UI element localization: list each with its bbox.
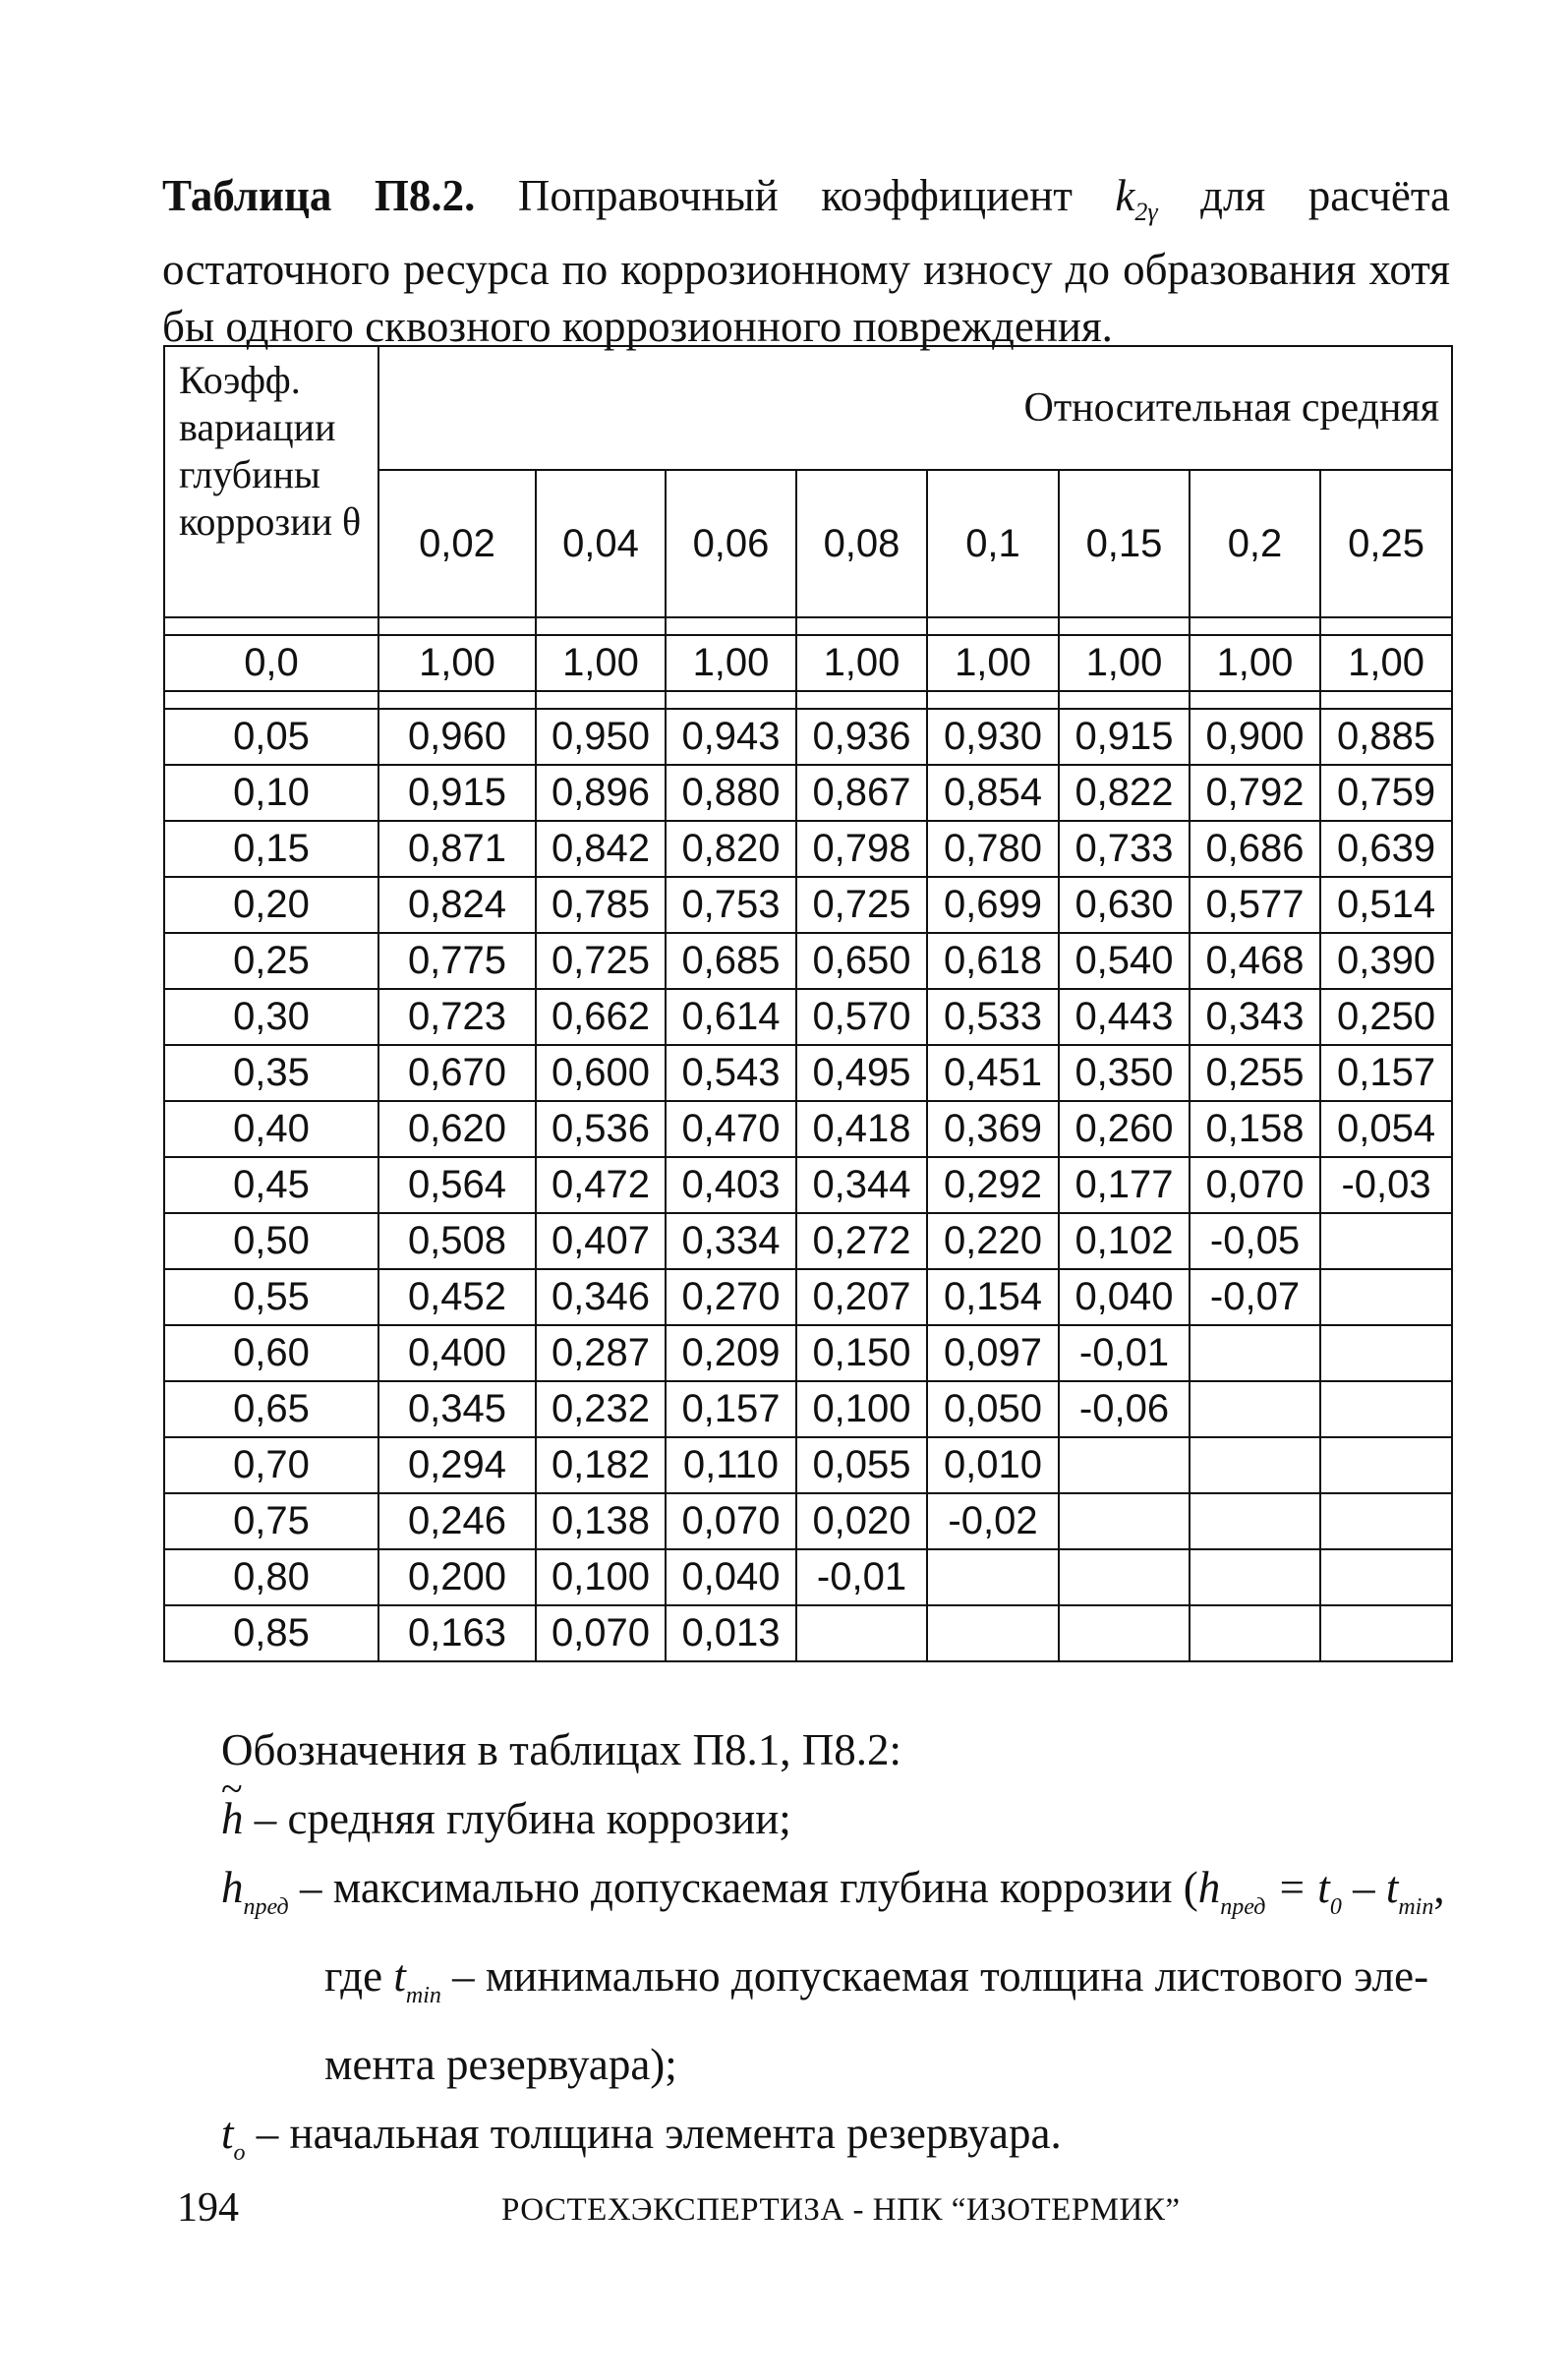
table-row: [164, 821, 1452, 877]
table-row: [164, 765, 1452, 821]
coefficient-subscript: 2γ: [1134, 198, 1158, 226]
value-cell: 0,345: [378, 1381, 536, 1437]
value-cell: 0,686: [1190, 821, 1320, 877]
value-cell: [1320, 1325, 1452, 1381]
value-cell: [1059, 1493, 1190, 1549]
value-cell: 0,543: [666, 1045, 796, 1101]
value-cell: 0,842: [536, 821, 666, 877]
value-cell: 0,733: [1059, 821, 1190, 877]
column-header: 0,15: [1059, 470, 1190, 617]
value-cell: 0,050: [927, 1381, 1059, 1437]
row-header-theta: Коэфф. вариации глубины коррозии θ: [164, 346, 378, 617]
value-cell: 0,536: [536, 1101, 666, 1157]
value-cell: [1059, 1437, 1190, 1493]
value-cell: 0,885: [1320, 709, 1452, 765]
value-cell: 0,418: [796, 1101, 927, 1157]
theta-cell: 0,80: [164, 1549, 378, 1605]
separator-cell: [666, 691, 796, 709]
value-cell: 0,915: [1059, 709, 1190, 765]
initial-thickness-text: – начальная толщина элемента резервуара.: [256, 2109, 1062, 2158]
separator-row: [164, 617, 1452, 635]
value-cell: 1,00: [666, 635, 796, 691]
theta-cell: 0,05: [164, 709, 378, 765]
theta-cell: 0,20: [164, 877, 378, 933]
value-cell: 0,792: [1190, 765, 1320, 821]
min-thickness-text: – минимально допускаемая толщина листового эле-: [452, 1951, 1429, 2001]
value-cell: 0,780: [927, 821, 1059, 877]
value-cell: 0,182: [536, 1437, 666, 1493]
value-cell: 0,896: [536, 765, 666, 821]
value-cell: 0,785: [536, 877, 666, 933]
value-cell: 0,177: [1059, 1157, 1190, 1213]
value-cell: [1320, 1549, 1452, 1605]
column-header: 0,04: [536, 470, 666, 617]
value-cell: [1190, 1549, 1320, 1605]
notation-min-thickness: [324, 1942, 1460, 2030]
value-cell: 0,699: [927, 877, 1059, 933]
value-cell: [927, 1605, 1059, 1661]
table-row: [164, 709, 1452, 765]
value-cell: [796, 1605, 927, 1661]
theta-cell: 0,35: [164, 1045, 378, 1101]
value-cell: -0,02: [927, 1493, 1059, 1549]
value-cell: 0,824: [378, 877, 536, 933]
value-cell: 0,110: [666, 1437, 796, 1493]
value-cell: 0,260: [1059, 1101, 1190, 1157]
value-cell: 0,292: [927, 1157, 1059, 1213]
value-cell: 0,685: [666, 933, 796, 989]
value-cell: [1320, 1605, 1452, 1661]
value-cell: 0,020: [796, 1493, 927, 1549]
value-cell: 0,255: [1190, 1045, 1320, 1101]
max-depth-text: – максимально допускаемая глубина коррозии (: [299, 1863, 1198, 1912]
value-cell: 0,400: [378, 1325, 536, 1381]
value-cell: 0,670: [378, 1045, 536, 1101]
value-cell: 0,620: [378, 1101, 536, 1157]
value-cell: 0,407: [536, 1213, 666, 1269]
value-cell: 0,070: [666, 1493, 796, 1549]
value-cell: 0,723: [378, 989, 536, 1045]
value-cell: 0,150: [796, 1325, 927, 1381]
theta-cell: 0,60: [164, 1325, 378, 1381]
value-cell: 1,00: [536, 635, 666, 691]
value-cell: 1,00: [796, 635, 927, 691]
value-cell: 0,346: [536, 1269, 666, 1325]
value-cell: 0,820: [666, 821, 796, 877]
value-cell: 0,495: [796, 1045, 927, 1101]
where-text: где: [324, 1951, 383, 2001]
value-cell: 0,822: [1059, 765, 1190, 821]
table-row: [164, 933, 1452, 989]
coefficient-symbol: k: [1115, 171, 1135, 220]
column-header: 0,06: [666, 470, 796, 617]
max-depth-symbol: h: [221, 1863, 244, 1912]
table-row: [164, 1493, 1452, 1549]
notation-mean-depth: [221, 1784, 1460, 1853]
value-cell: 0,662: [536, 989, 666, 1045]
value-cell: 1,00: [927, 635, 1059, 691]
table-row: [164, 1325, 1452, 1381]
value-cell: [1320, 1381, 1452, 1437]
value-cell: -0,07: [1190, 1269, 1320, 1325]
value-cell: 0,725: [536, 933, 666, 989]
value-cell: [1059, 1549, 1190, 1605]
value-cell: 0,097: [927, 1325, 1059, 1381]
value-cell: 0,570: [796, 989, 927, 1045]
value-cell: 0,943: [666, 709, 796, 765]
table-row: [164, 1157, 1452, 1213]
value-cell: 0,158: [1190, 1101, 1320, 1157]
value-cell: 0,390: [1320, 933, 1452, 989]
value-cell: -0,06: [1059, 1381, 1190, 1437]
group-header: Относительная средняя: [378, 346, 1452, 470]
value-cell: [1320, 1493, 1452, 1549]
value-cell: [1190, 1325, 1320, 1381]
column-header: 0,1: [927, 470, 1059, 617]
value-cell: 0,232: [536, 1381, 666, 1437]
separator-cell: [1059, 691, 1190, 709]
theta-cell: 0,45: [164, 1157, 378, 1213]
value-cell: 0,350: [1059, 1045, 1190, 1101]
value-cell: [1190, 1381, 1320, 1437]
formula-eq-t: = t: [1276, 1863, 1330, 1912]
value-cell: 0,960: [378, 709, 536, 765]
value-cell: 1,00: [1059, 635, 1190, 691]
separator-cell: [164, 617, 378, 635]
publisher-name: РОСТЕХЭКСПЕРТИЗА - НПК “ИЗОТЕРМИК”: [501, 2192, 1181, 2228]
separator-cell: [378, 617, 536, 635]
value-cell: 0,564: [378, 1157, 536, 1213]
value-cell: [1320, 1269, 1452, 1325]
max-depth-subscript: пред: [243, 1894, 289, 1920]
value-cell: 0,871: [378, 821, 536, 877]
separator-cell: [796, 691, 927, 709]
value-cell: 0,055: [796, 1437, 927, 1493]
theta-cell: 0,40: [164, 1101, 378, 1157]
value-cell: 1,00: [378, 635, 536, 691]
value-cell: 0,867: [796, 765, 927, 821]
separator-cell: [927, 617, 1059, 635]
column-header: 0,02: [378, 470, 536, 617]
value-cell: 0,443: [1059, 989, 1190, 1045]
value-cell: 0,100: [796, 1381, 927, 1437]
value-cell: 0,369: [927, 1101, 1059, 1157]
table-caption: [162, 167, 1450, 355]
theta-cell: 0,75: [164, 1493, 378, 1549]
value-cell: 0,950: [536, 709, 666, 765]
value-cell: 0,209: [666, 1325, 796, 1381]
table-row: [164, 1605, 1452, 1661]
value-cell: 0,270: [666, 1269, 796, 1325]
formula-t0-subscript: 0: [1329, 1894, 1342, 1920]
table-row: [164, 877, 1452, 933]
value-cell: [1320, 1437, 1452, 1493]
value-cell: 0,472: [536, 1157, 666, 1213]
value-cell: 0,054: [1320, 1101, 1452, 1157]
value-cell: 1,00: [1190, 635, 1320, 691]
value-cell: 0,540: [1059, 933, 1190, 989]
value-cell: 0,452: [378, 1269, 536, 1325]
mean-depth-symbol: ~ h: [221, 1784, 244, 1853]
column-header: 0,25: [1320, 470, 1452, 617]
value-cell: 0,630: [1059, 877, 1190, 933]
value-cell: 0,334: [666, 1213, 796, 1269]
table-row: [164, 1101, 1452, 1157]
mean-depth-text: – средняя глубина коррозии;: [254, 1794, 791, 1843]
value-cell: -0,05: [1190, 1213, 1320, 1269]
column-header: 0,08: [796, 470, 927, 617]
page-number: 194: [177, 2185, 239, 2231]
value-cell: 0,614: [666, 989, 796, 1045]
value-cell: 0,157: [1320, 1045, 1452, 1101]
value-cell: [927, 1549, 1059, 1605]
value-cell: 0,618: [927, 933, 1059, 989]
separator-cell: [536, 617, 666, 635]
column-header: 0,2: [1190, 470, 1320, 617]
table-row: [164, 635, 1452, 691]
value-cell: 0,468: [1190, 933, 1320, 989]
value-cell: 0,725: [796, 877, 927, 933]
value-cell: [1190, 1493, 1320, 1549]
value-cell: 0,013: [666, 1605, 796, 1661]
table-row: [164, 1213, 1452, 1269]
formula-h: h: [1197, 1863, 1221, 1912]
formula-tmin-subscript: min: [1398, 1894, 1434, 1920]
separator-cell: [927, 691, 1059, 709]
table-row: [164, 989, 1452, 1045]
value-cell: [1190, 1605, 1320, 1661]
value-cell: 0,163: [378, 1605, 536, 1661]
value-cell: -0,01: [1059, 1325, 1190, 1381]
value-cell: [1059, 1605, 1190, 1661]
notation-section: [221, 1715, 1460, 2187]
value-cell: 0,100: [536, 1549, 666, 1605]
notation-min-thickness-cont: мента резервуара);: [324, 2040, 677, 2089]
value-cell: 0,294: [378, 1437, 536, 1493]
value-cell: 0,930: [927, 709, 1059, 765]
min-thickness-symbol: t: [393, 1951, 406, 2001]
value-cell: 0,650: [796, 933, 927, 989]
value-cell: 0,200: [378, 1549, 536, 1605]
value-cell: 0,577: [1190, 877, 1320, 933]
value-cell: 0,900: [1190, 709, 1320, 765]
separator-cell: [1059, 617, 1190, 635]
separator-cell: [666, 617, 796, 635]
value-cell: 0,220: [927, 1213, 1059, 1269]
value-cell: 0,040: [666, 1549, 796, 1605]
value-cell: 1,00: [1320, 635, 1452, 691]
correction-coefficient-table: [163, 345, 1453, 1662]
value-cell: 0,102: [1059, 1213, 1190, 1269]
value-cell: 0,639: [1320, 821, 1452, 877]
separator-row: [164, 691, 1452, 709]
theta-cell: 0,0: [164, 635, 378, 691]
theta-cell: 0,70: [164, 1437, 378, 1493]
separator-cell: [378, 691, 536, 709]
formula-end: ,: [1433, 1863, 1445, 1912]
value-cell: 0,246: [378, 1493, 536, 1549]
theta-cell: 0,15: [164, 821, 378, 877]
value-cell: 0,343: [1190, 989, 1320, 1045]
value-cell: 0,798: [796, 821, 927, 877]
theta-cell: 0,10: [164, 765, 378, 821]
theta-cell: 0,85: [164, 1605, 378, 1661]
initial-thickness-subscript: o: [233, 2140, 246, 2166]
value-cell: 0,287: [536, 1325, 666, 1381]
value-cell: 0,508: [378, 1213, 536, 1269]
value-cell: 0,759: [1320, 765, 1452, 821]
value-cell: 0,470: [666, 1101, 796, 1157]
value-cell: 0,250: [1320, 989, 1452, 1045]
notation-heading: Обозначения в таблицах П8.1, П8.2:: [221, 1725, 901, 1774]
value-cell: 0,753: [666, 877, 796, 933]
value-cell: -0,03: [1320, 1157, 1452, 1213]
table-row: [164, 1269, 1452, 1325]
separator-cell: [536, 691, 666, 709]
separator-cell: [1190, 617, 1320, 635]
table-caption-number: Таблица П8.2.: [162, 171, 476, 220]
theta-cell: 0,30: [164, 989, 378, 1045]
value-cell: 0,936: [796, 709, 927, 765]
table-row: [164, 1045, 1452, 1101]
table-caption-text-2: для расчёта остаточного ресурса по коррозионному износу до образования хотя бы одного сквозного коррозионного повреждения.: [162, 171, 1451, 351]
value-cell: 0,154: [927, 1269, 1059, 1325]
separator-cell: [1320, 617, 1452, 635]
value-cell: 0,040: [1059, 1269, 1190, 1325]
table-caption-text-1: Поправочный коэффициент: [517, 171, 1073, 220]
value-cell: 0,403: [666, 1157, 796, 1213]
value-cell: 0,600: [536, 1045, 666, 1101]
value-cell: 0,880: [666, 765, 796, 821]
separator-cell: [796, 617, 927, 635]
table-body: [164, 617, 1452, 1661]
value-cell: 0,010: [927, 1437, 1059, 1493]
theta-cell: 0,55: [164, 1269, 378, 1325]
value-cell: [1320, 1213, 1452, 1269]
min-thickness-subscript: min: [405, 1983, 441, 2008]
formula-minus-t: – t: [1353, 1863, 1399, 1912]
table-row: [164, 1437, 1452, 1493]
value-cell: [1190, 1437, 1320, 1493]
value-cell: 0,514: [1320, 877, 1452, 933]
value-cell: 0,344: [796, 1157, 927, 1213]
value-cell: -0,01: [796, 1549, 927, 1605]
value-cell: 0,533: [927, 989, 1059, 1045]
table-row: [164, 1381, 1452, 1437]
value-cell: 0,775: [378, 933, 536, 989]
value-cell: 0,070: [1190, 1157, 1320, 1213]
value-cell: 0,157: [666, 1381, 796, 1437]
initial-thickness-symbol: t: [221, 2109, 234, 2158]
notation-initial-thickness: [221, 2099, 1460, 2187]
theta-cell: 0,65: [164, 1381, 378, 1437]
value-cell: 0,207: [796, 1269, 927, 1325]
value-cell: 0,272: [796, 1213, 927, 1269]
separator-cell: [1320, 691, 1452, 709]
notation-max-depth: [221, 1853, 1460, 1942]
value-cell: 0,138: [536, 1493, 666, 1549]
value-cell: 0,854: [927, 765, 1059, 821]
separator-cell: [164, 691, 378, 709]
formula-h-subscript: пред: [1220, 1894, 1266, 1920]
value-cell: 0,451: [927, 1045, 1059, 1101]
value-cell: 0,070: [536, 1605, 666, 1661]
value-cell: 0,915: [378, 765, 536, 821]
theta-cell: 0,50: [164, 1213, 378, 1269]
theta-cell: 0,25: [164, 933, 378, 989]
separator-cell: [1190, 691, 1320, 709]
table-row: [164, 1549, 1452, 1605]
